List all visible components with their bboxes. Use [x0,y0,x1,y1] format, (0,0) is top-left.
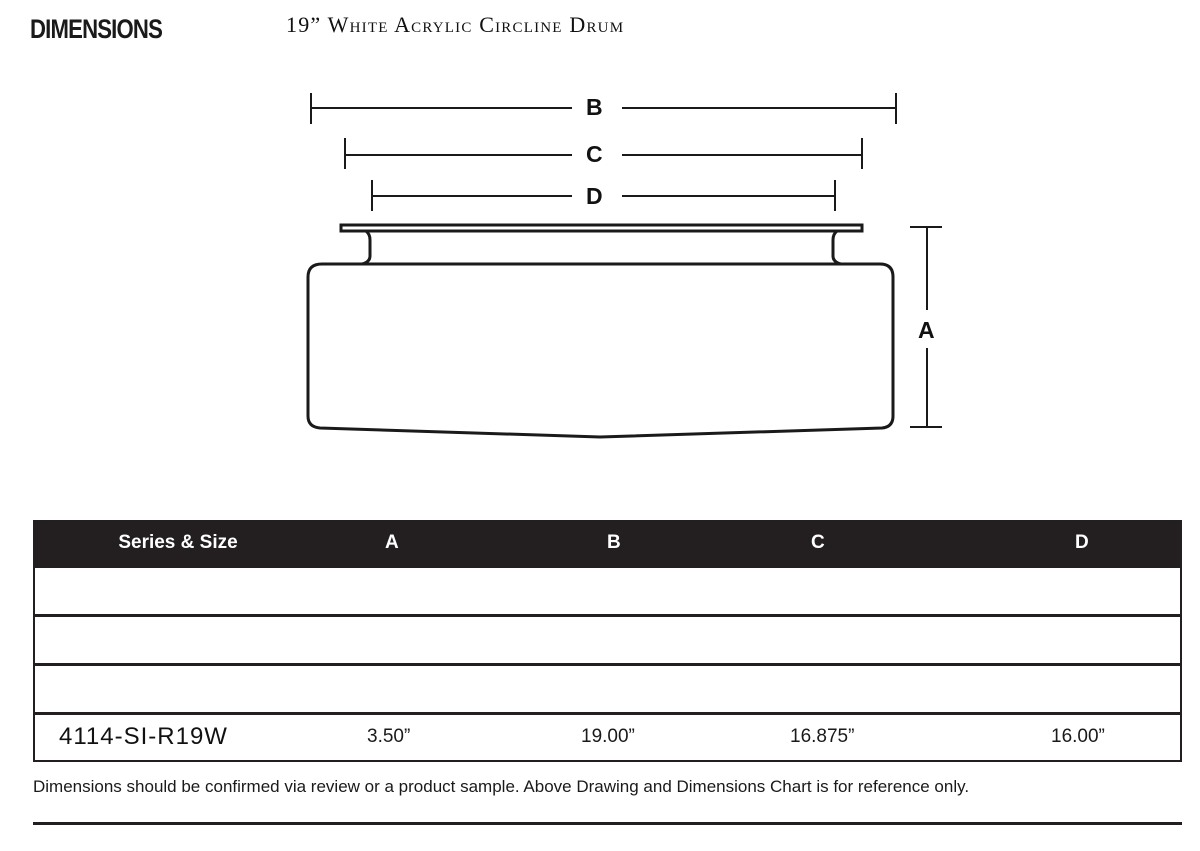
cell-a [323,665,468,714]
cell-d [903,616,1182,665]
cell-b [468,616,758,665]
disclaimer-text: Dimensions should be confirmed via review or a product sample. Above Drawing and Dimensions Chart is for reference only. [33,777,970,796]
cell-series [33,665,323,714]
column-header-a: A [323,520,468,567]
cell-c [758,616,903,665]
table-row [33,714,1182,759]
cell-c: 16.875” [758,714,903,759]
cell-series [33,616,323,665]
footer-divider [33,822,1182,825]
table-row [33,616,1182,665]
dimensions-table [33,520,1182,758]
cell-b: 19.00” [468,714,758,759]
dimension-label-d: D [580,183,609,209]
dimension-label-c: C [580,141,609,167]
section-label: DIMENSIONS [30,14,163,44]
cell-c [758,567,903,616]
cell-c [758,665,903,714]
cell-d [903,665,1182,714]
column-header-b: B [468,520,758,567]
cell-d [903,567,1182,616]
column-header-d: D [903,520,1182,567]
cell-series: 4114-SI-R19W [33,714,323,759]
table-header-row [33,520,1182,567]
dimension-label-b: B [580,94,609,120]
table-row [33,567,1182,616]
product-title: 19” White Acrylic Circline Drum [286,12,625,37]
column-header-series: Series & Size [33,520,323,567]
canopy-neck [362,231,841,264]
table-row [33,665,1182,714]
cell-a [323,567,468,616]
cell-b [468,567,758,616]
column-header-c: C [758,520,903,567]
drum-body [308,264,893,437]
cell-d: 16.00” [903,714,1182,759]
dimension-label-a: A [912,317,941,343]
cell-series [33,567,323,616]
canopy-plate [341,225,862,231]
cell-a: 3.50” [323,714,468,759]
cell-a [323,616,468,665]
cell-b [468,665,758,714]
